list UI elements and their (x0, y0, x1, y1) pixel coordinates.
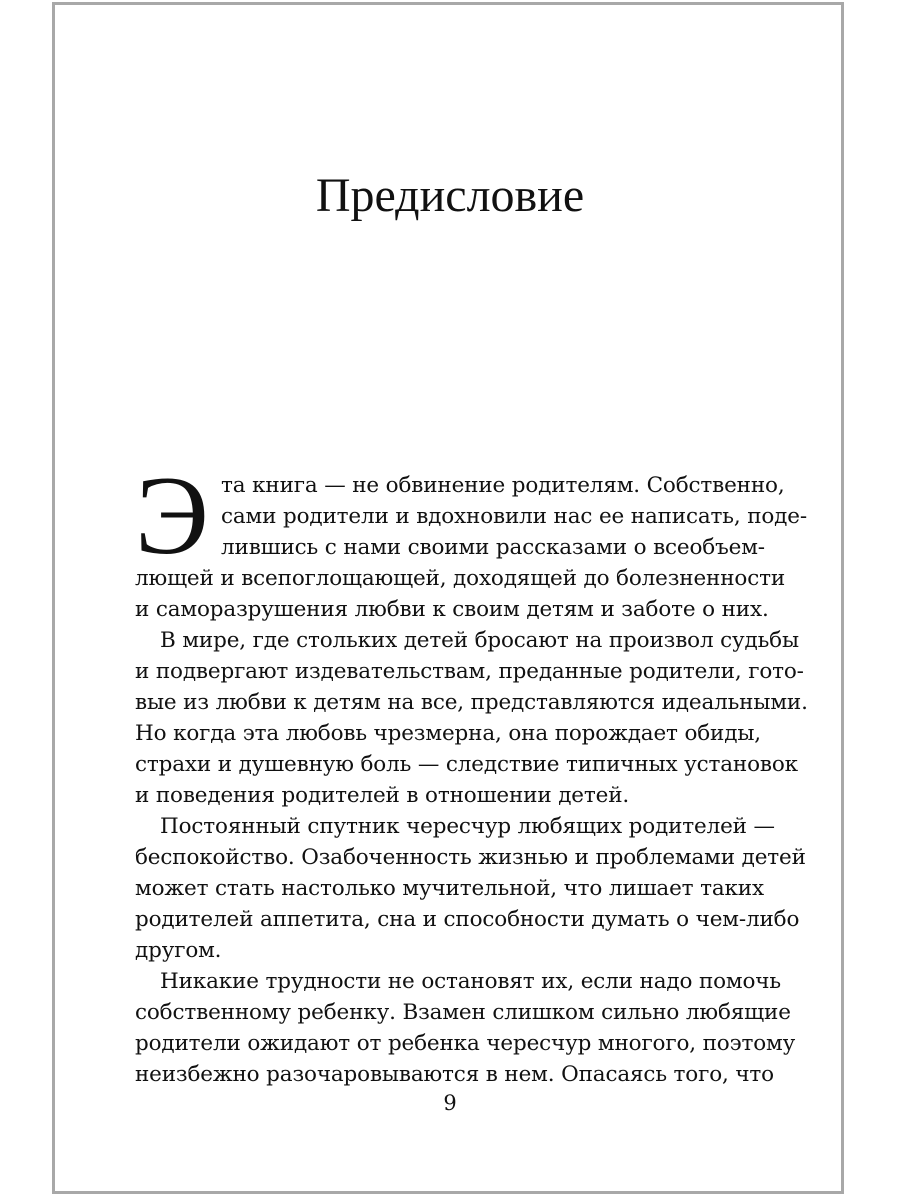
text-line: собственному ребенку. Взамен слишком сильно любящие (135, 1000, 791, 1025)
text-line: другом. (135, 938, 222, 963)
text-line: и подвергают издевательствам, преданные родители, гото- (135, 659, 804, 684)
text-line: неизбежно разочаровываются в нем. Опасаясь того, что (135, 1062, 774, 1087)
text-line: В мире, где стольких детей бросают на произвол судьбы (160, 628, 799, 653)
text-line: страхи и душевную боль — следствие типичных установок (135, 752, 798, 777)
text-line: лившись с нами своими рассказами о всеобъем- (221, 535, 765, 560)
text-line: и поведения родителей в отношении детей. (135, 783, 630, 808)
paragraph-3 (135, 811, 806, 966)
text-line: и саморазрушения любви к своим детям и заботе о них. (135, 597, 769, 622)
body-text (135, 454, 808, 1090)
text-line: вые из любви к детям на все, представляются идеальными. (135, 690, 808, 715)
text-line: родители ожидают от ребенка чересчур многого, поэтому (135, 1031, 796, 1056)
text-line: Постоянный спутник чересчур любящих родителей — (160, 814, 775, 839)
paragraph-2 (135, 625, 808, 811)
drop-cap-letter: Э (135, 454, 209, 578)
paragraph-1 (135, 454, 807, 625)
text-line: беспокойство. Озабоченность жизнью и проблемами детей (135, 845, 806, 870)
text-line: Никакие трудности не остановят их, если надо помочь (160, 969, 781, 994)
chapter-title: Предисловие (315, 169, 585, 222)
text-line: та книга — не обвинение родителям. Собственно, (221, 473, 785, 498)
page-number: 9 (443, 1091, 457, 1115)
text-line: родителей аппетита, сна и способности думать о чем-либо (135, 907, 800, 932)
text-line: лющей и всепоглощающей, доходящей до болезненности (135, 566, 786, 591)
text-line: сами родители и вдохновили нас ее написать, поде- (221, 504, 807, 529)
text-line: Но когда эта любовь чрезмерна, она порождает обиды, (135, 721, 761, 746)
paragraph-4 (135, 966, 796, 1090)
text-line: может стать настолько мучительной, что лишает таких (135, 876, 764, 901)
